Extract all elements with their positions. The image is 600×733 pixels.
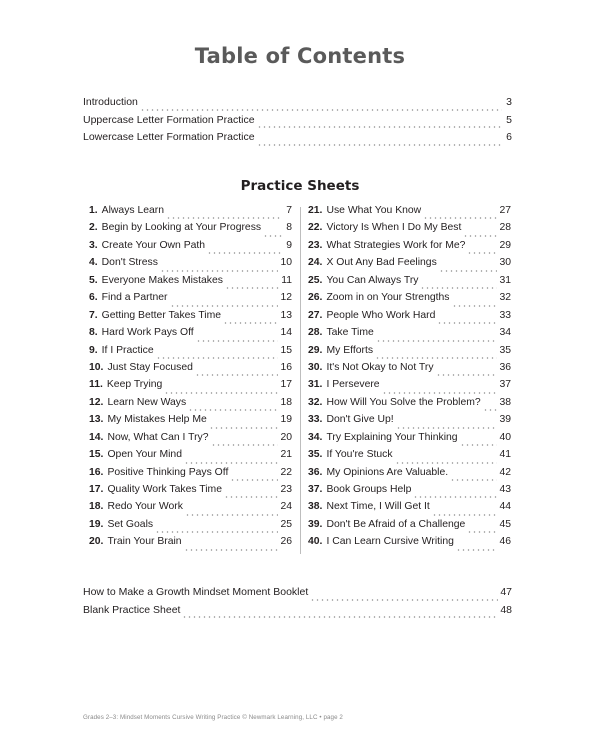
practice-sheet-entry[interactable] — [89, 467, 292, 484]
entry-label: Hard Work Pays Off — [101, 327, 194, 339]
entry-label: Zoom in on Your Strengths — [326, 292, 450, 304]
entry-number: 26. — [308, 292, 323, 304]
entry-number: 12. — [89, 396, 104, 408]
entry-label: How Will You Solve the Problem? — [326, 396, 481, 408]
practice-list-left — [89, 205, 292, 554]
entry-number: 23. — [308, 239, 323, 251]
toc-entry-label: Lowercase Letter Formation Practice — [83, 131, 255, 143]
dot-leader — [436, 368, 498, 376]
practice-sheet-entry[interactable] — [308, 275, 511, 292]
practice-sheet-entry[interactable] — [308, 432, 511, 449]
entry-label: Try Explaining Your Thinking — [326, 431, 458, 443]
entry-number: 19. — [89, 518, 104, 530]
dot-leader — [155, 525, 278, 533]
entry-number: 24. — [308, 257, 323, 269]
entry-number: 38. — [308, 501, 323, 513]
entry-label: Keep Trying — [106, 379, 163, 391]
entry-label: What Strategies Work for Me? — [326, 239, 466, 251]
practice-sheet-entry[interactable] — [308, 501, 511, 518]
dot-leader — [257, 120, 502, 128]
dot-leader — [257, 138, 502, 146]
entry-page: 46 — [499, 536, 511, 548]
practice-sheet-entry[interactable] — [89, 501, 292, 518]
entry-page: 37 — [499, 379, 511, 391]
entry-number: 8. — [89, 327, 98, 339]
entry-page: 15 — [280, 344, 292, 356]
entry-number: 32. — [308, 396, 323, 408]
entry-number: 31. — [308, 379, 323, 391]
entry-number: 7. — [89, 309, 98, 321]
entry-label: Always Learn — [101, 205, 165, 216]
practice-sheet-entry[interactable] — [308, 240, 511, 257]
dot-leader — [225, 281, 279, 289]
dot-leader — [432, 508, 498, 516]
entry-label: X Out Any Bad Feelings — [326, 257, 437, 269]
entry-label: I Can Learn Cursive Writing — [326, 536, 454, 548]
dot-leader — [207, 246, 282, 254]
entry-number: 27. — [308, 309, 323, 321]
entry-page: 17 — [280, 379, 292, 391]
practice-sheet-entry[interactable] — [89, 449, 292, 466]
entry-label: Take Time — [326, 327, 374, 339]
toc-entry-label: How to Make a Growth Mindset Moment Booklet — [83, 586, 309, 598]
practice-sheet-entry[interactable] — [308, 397, 511, 414]
dot-leader — [467, 525, 497, 533]
entry-label: Redo Your Work — [107, 501, 183, 513]
entry-number: 30. — [308, 361, 323, 373]
dot-leader — [463, 229, 497, 237]
entry-page: 9 — [286, 239, 292, 251]
entry-label: Set Goals — [107, 518, 154, 530]
practice-sheet-entry[interactable] — [308, 310, 511, 327]
entry-label: Everyone Makes Mistakes — [101, 274, 223, 286]
entry-number: 34. — [308, 431, 323, 443]
entry-label: Positive Thinking Pays Off — [107, 466, 229, 478]
dot-leader — [140, 103, 502, 111]
practice-sheet-entry[interactable] — [89, 345, 292, 362]
entry-page: 40 — [499, 431, 511, 443]
entry-number: 6. — [89, 292, 98, 304]
entry-page: 38 — [499, 396, 511, 408]
entry-label: Don't Be Afraid of a Challenge — [326, 518, 466, 530]
toc-entry-page: 3 — [506, 96, 512, 108]
entry-number: 2. — [89, 222, 98, 234]
practice-sheet-entry[interactable] — [308, 519, 511, 536]
entry-number: 13. — [89, 414, 104, 426]
entry-label: It's Not Okay to Not Try — [326, 361, 434, 373]
entry-number: 40. — [308, 536, 323, 548]
dot-leader — [263, 229, 282, 237]
practice-sheet-entry[interactable] — [89, 205, 292, 222]
practice-sheet-entry[interactable] — [89, 240, 292, 257]
practice-sheet-entry[interactable] — [308, 222, 511, 239]
entry-number: 37. — [308, 484, 323, 495]
dot-leader — [184, 543, 279, 551]
entry-page: 20 — [280, 431, 292, 443]
dot-leader — [456, 543, 498, 551]
practice-sheet-entry[interactable] — [89, 379, 292, 396]
dot-leader — [170, 299, 279, 307]
toc-entry-page: 48 — [500, 603, 512, 616]
entry-number: 29. — [308, 344, 323, 356]
practice-sheet-entry[interactable] — [89, 362, 292, 379]
entry-label: You Can Always Try — [326, 274, 419, 286]
entry-number: 35. — [308, 449, 323, 461]
dot-leader — [195, 368, 279, 376]
practice-sheet-entry[interactable] — [308, 327, 511, 344]
entry-label: My Opinions Are Valuable. — [326, 466, 449, 478]
practice-sheet-entry[interactable] — [89, 275, 292, 292]
dot-leader — [164, 386, 278, 394]
dot-leader — [396, 421, 498, 429]
page-footer: Grades 2–3: Mindset Moments Cursive Writing Practice © Newmark Learning, LLC • page 2 — [83, 714, 343, 721]
dot-leader — [439, 264, 498, 272]
dot-leader — [437, 316, 497, 324]
dot-leader — [166, 211, 282, 219]
entry-page: 7 — [286, 205, 292, 216]
entry-number: 1. — [89, 205, 98, 216]
entry-number: 20. — [89, 536, 104, 548]
dot-leader — [450, 473, 497, 481]
practice-sheets-heading: Practice Sheets — [240, 178, 360, 194]
practice-sheet-entry[interactable] — [308, 484, 511, 501]
dot-leader — [209, 421, 279, 429]
entry-page: 33 — [499, 309, 511, 321]
practice-sheet-entry[interactable] — [89, 257, 292, 274]
toc-bottom-list — [83, 586, 512, 621]
practice-sheet-entry[interactable] — [308, 467, 511, 484]
practice-sheet-entry[interactable] — [308, 205, 511, 222]
entry-page: 8 — [286, 222, 292, 234]
page-title: Table of Contents — [194, 44, 406, 68]
dot-leader — [224, 490, 278, 498]
column-divider — [300, 207, 301, 554]
toc-entry-page: 6 — [506, 131, 512, 143]
entry-number: 36. — [308, 466, 323, 478]
dot-leader — [420, 281, 497, 289]
entry-label: Victory Is When I Do My Best — [326, 222, 462, 234]
dot-leader — [211, 438, 279, 446]
entry-number: 4. — [89, 257, 98, 269]
entry-page: 28 — [499, 222, 511, 234]
entry-number: 10. — [89, 361, 104, 373]
practice-sheet-entry[interactable] — [89, 222, 292, 239]
practice-sheet-entry[interactable] — [308, 345, 511, 362]
entry-label: My Mistakes Help Me — [107, 414, 207, 426]
entry-page: 35 — [499, 344, 511, 356]
dot-leader — [230, 473, 278, 481]
entry-label: Next Time, I Will Get It — [326, 501, 430, 513]
entry-number: 5. — [89, 274, 98, 286]
entry-number: 3. — [89, 239, 98, 251]
entry-label: Find a Partner — [101, 292, 168, 304]
entry-page: 24 — [280, 501, 292, 513]
entry-label: Begin by Looking at Your Progress — [101, 222, 262, 234]
toc-entry-page: 5 — [506, 113, 512, 126]
entry-page: 25 — [280, 518, 292, 530]
entry-page: 11 — [281, 274, 292, 286]
dot-leader — [223, 316, 278, 324]
entry-label: Now, What Can I Try? — [107, 431, 209, 443]
entry-page: 13 — [280, 309, 292, 321]
entry-label: Train Your Brain — [107, 536, 182, 548]
entry-label: If I Practice — [101, 344, 154, 356]
practice-sheet-entry[interactable] — [308, 379, 511, 396]
toc-top-list — [83, 96, 512, 149]
dot-leader — [423, 211, 497, 219]
entry-page: 14 — [280, 327, 292, 339]
entry-number: 17. — [89, 484, 104, 495]
dot-leader — [382, 386, 498, 394]
dot-leader — [160, 264, 278, 272]
entry-page: 10 — [280, 257, 292, 269]
entry-page: 29 — [499, 239, 511, 251]
toc-entry-uppercase-practice[interactable] — [83, 114, 512, 132]
practice-sheet-entry[interactable] — [89, 432, 292, 449]
entry-number: 33. — [308, 414, 323, 426]
entry-number: 25. — [308, 274, 323, 286]
entry-page: 44 — [499, 501, 511, 513]
practice-sheet-entry[interactable] — [89, 414, 292, 431]
practice-sheet-entry[interactable] — [89, 310, 292, 327]
practice-sheet-entry[interactable] — [89, 397, 292, 414]
entry-page: 36 — [499, 361, 511, 373]
entry-label: Just Stay Focused — [107, 361, 193, 373]
entry-page: 42 — [499, 466, 511, 478]
toc-entry-introduction[interactable] — [83, 96, 512, 114]
entry-page: 21 — [280, 449, 292, 461]
entry-number: 11. — [89, 379, 103, 391]
dot-leader — [483, 403, 498, 411]
practice-sheet-entry[interactable] — [89, 519, 292, 536]
practice-sheet-entry[interactable] — [308, 292, 511, 309]
practice-sheet-entry[interactable] — [89, 536, 292, 553]
toc-entry-lowercase-practice[interactable] — [83, 131, 512, 149]
entry-number: 14. — [89, 431, 104, 443]
toc-entry-label: Blank Practice Sheet — [83, 603, 181, 616]
entry-page: 19 — [280, 414, 292, 426]
dot-leader — [460, 438, 498, 446]
entry-number: 9. — [89, 344, 98, 356]
entry-page: 32 — [499, 292, 511, 304]
dot-leader — [196, 334, 279, 342]
toc-entry-label: Introduction — [83, 96, 138, 108]
entry-page: 41 — [499, 449, 511, 461]
entry-label: I Persevere — [326, 379, 380, 391]
dot-leader — [376, 334, 498, 342]
dot-leader — [467, 246, 497, 254]
entry-page: 31 — [499, 274, 511, 286]
entry-page: 12 — [280, 292, 292, 304]
entry-number: 21. — [308, 205, 323, 216]
entry-number: 15. — [89, 449, 104, 461]
entry-page: 16 — [280, 361, 292, 373]
practice-sheet-entry[interactable] — [308, 414, 511, 431]
entry-page: 43 — [499, 484, 511, 495]
entry-number: 16. — [89, 466, 104, 478]
entry-label: People Who Work Hard — [326, 309, 436, 321]
practice-sheet-entry[interactable] — [308, 362, 511, 379]
entry-page: 22 — [280, 466, 292, 478]
practice-sheet-entry[interactable] — [308, 257, 511, 274]
practice-sheet-entry[interactable] — [308, 449, 511, 466]
dot-leader — [185, 508, 279, 516]
entry-page: 23 — [280, 484, 292, 495]
dot-leader — [375, 351, 497, 359]
entry-number: 22. — [308, 222, 323, 234]
dot-leader — [452, 299, 498, 307]
entry-label: Open Your Mind — [107, 449, 182, 461]
entry-page: 27 — [499, 205, 511, 216]
entry-page: 30 — [499, 257, 511, 269]
entry-number: 28. — [308, 327, 323, 339]
dot-leader — [413, 490, 497, 498]
toc-entry-booklet[interactable] — [83, 586, 512, 604]
practice-sheet-entry[interactable] — [89, 327, 292, 344]
toc-entry-blank-sheet[interactable] — [83, 604, 512, 622]
dot-leader — [156, 351, 279, 359]
entry-label: Use What You Know — [326, 205, 422, 216]
practice-sheet-entry[interactable] — [89, 292, 292, 309]
entry-label: Quality Work Takes Time — [107, 484, 222, 495]
entry-label: Learn New Ways — [107, 396, 187, 408]
practice-sheet-entry[interactable] — [308, 536, 511, 553]
entry-page: 34 — [499, 327, 511, 339]
entry-label: My Efforts — [326, 344, 374, 356]
entry-page: 39 — [499, 414, 511, 426]
entry-label: Don't Give Up! — [326, 414, 394, 426]
dot-leader — [182, 610, 498, 618]
entry-label: If You're Stuck — [326, 449, 393, 461]
dot-leader — [184, 456, 278, 464]
entry-page: 45 — [499, 518, 511, 530]
entry-page: 18 — [280, 396, 292, 408]
toc-entry-label: Uppercase Letter Formation Practice — [83, 113, 255, 126]
dot-leader — [395, 456, 498, 464]
dot-leader — [310, 593, 498, 601]
entry-page: 26 — [280, 536, 292, 548]
entry-label: Create Your Own Path — [101, 239, 206, 251]
practice-sheet-entry[interactable] — [89, 484, 292, 501]
entry-number: 18. — [89, 501, 104, 513]
entry-label: Don't Stress — [101, 257, 158, 269]
practice-list-right — [308, 205, 511, 554]
entry-label: Book Groups Help — [326, 484, 412, 495]
toc-entry-page: 47 — [500, 586, 512, 598]
dot-leader — [188, 403, 278, 411]
entry-label: Getting Better Takes Time — [101, 309, 222, 321]
entry-number: 39. — [308, 518, 323, 530]
